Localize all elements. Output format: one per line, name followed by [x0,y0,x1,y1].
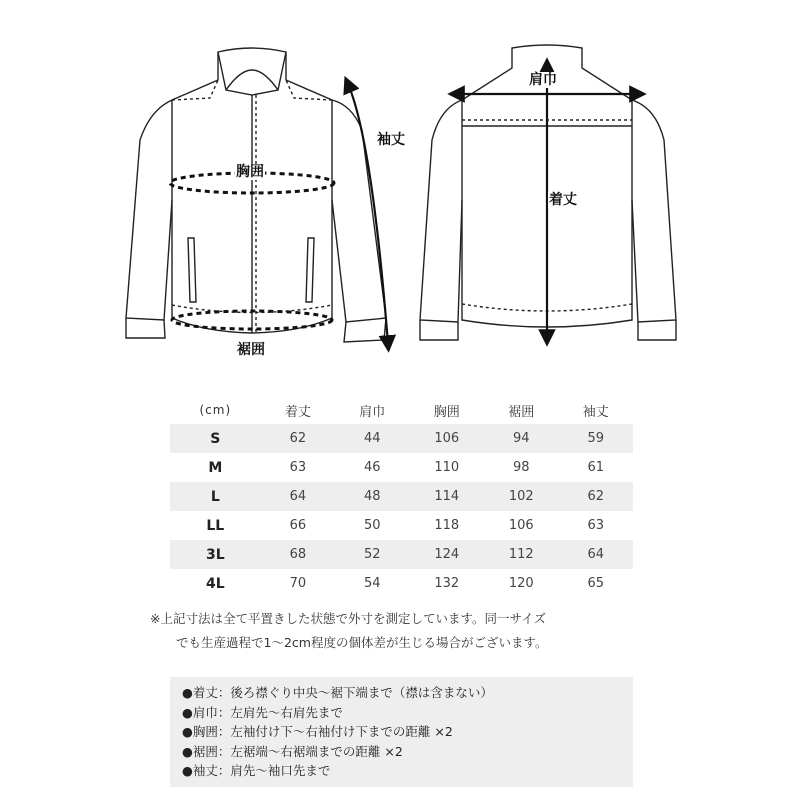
note-line-2: でも生産過程で1〜2cm程度の個体差が生じる場合がございます。 [176,635,548,650]
jacket-illustration [0,0,800,370]
header-length: 着丈 [284,404,311,420]
table-cell: 54 [364,576,381,591]
table-cell: 98 [512,460,530,475]
front-view [126,48,386,342]
table-cell: 50 [364,518,381,533]
table-cell: 46 [364,460,381,475]
table-row [170,453,633,482]
table-cell: 66 [289,518,307,533]
sleeve-label: 袖丈 [377,132,405,148]
table-cell: 110 [434,460,460,475]
definition-sleeve: ●袖丈：肩先〜袖口先まで [182,763,331,778]
table-cell: 132 [434,576,460,591]
size-cell: 4L [205,575,225,592]
table-cell: 61 [587,460,605,475]
size-cell: 3L [170,540,261,569]
table-cell: 59 [558,424,633,453]
table-cell: 68 [261,540,335,569]
size-cell: L [170,482,261,511]
table-cell: 106 [508,518,534,533]
table-cell: 124 [410,540,484,569]
size-cell: LL [206,517,225,534]
table-cell: 112 [484,540,558,569]
table-cell: 64 [558,540,633,569]
length-label: 着丈 [549,192,577,208]
size-cell: M [208,459,223,476]
table-cell: 63 [587,518,605,533]
table-cell: 94 [484,424,558,453]
table-cell: 62 [261,424,335,453]
definition-chest: ●胸囲：左袖付け下〜右袖付け下までの距離 ×2 [182,724,453,739]
table-cell: 106 [410,424,484,453]
table-row [170,569,633,598]
shoulder-label: 肩巾 [529,72,557,88]
table-cell: 64 [261,482,335,511]
table-cell: 52 [335,540,409,569]
table-cell: 114 [410,482,484,511]
table-row [170,482,633,511]
table-row [170,511,633,540]
measurement-definitions [170,677,633,787]
table-cell: 48 [335,482,409,511]
table-cell: 120 [508,576,534,591]
table-cell: 70 [289,576,307,591]
hem-label: 裾囲 [237,342,265,358]
definition-shoulder: ●肩巾：左肩先〜右肩先まで [182,704,343,720]
definition-hem: ●裾囲：左裾端〜右裾端までの距離 ×2 [182,743,403,759]
header-chest: 胸囲 [433,404,460,420]
header-sleeve: 袖丈 [582,404,609,420]
header-shoulder: 肩巾 [359,404,386,420]
definition-length: ●着丈：後ろ襟ぐり中央〜裾下端まで（襟は含まない） [182,685,493,700]
table-cell: 118 [434,518,460,533]
size-table [170,396,633,598]
note-line-1: ※上記寸法は全て平置きした状態で外寸を測定しています。同一サイズ [150,611,546,626]
chest-label: 胸囲 [236,164,264,180]
table-cell: 65 [587,576,605,591]
jacket-measurement-diagram [0,0,800,370]
unit-header: (cm) [199,403,232,417]
table-row [170,424,633,453]
header-hem: 裾囲 [508,404,535,420]
table-cell: 102 [484,482,558,511]
table-header-row [170,396,633,424]
table-cell: 63 [289,460,307,475]
size-cell: S [170,424,261,453]
table-cell: 44 [335,424,409,453]
table-row [170,540,633,569]
table-cell: 62 [558,482,633,511]
